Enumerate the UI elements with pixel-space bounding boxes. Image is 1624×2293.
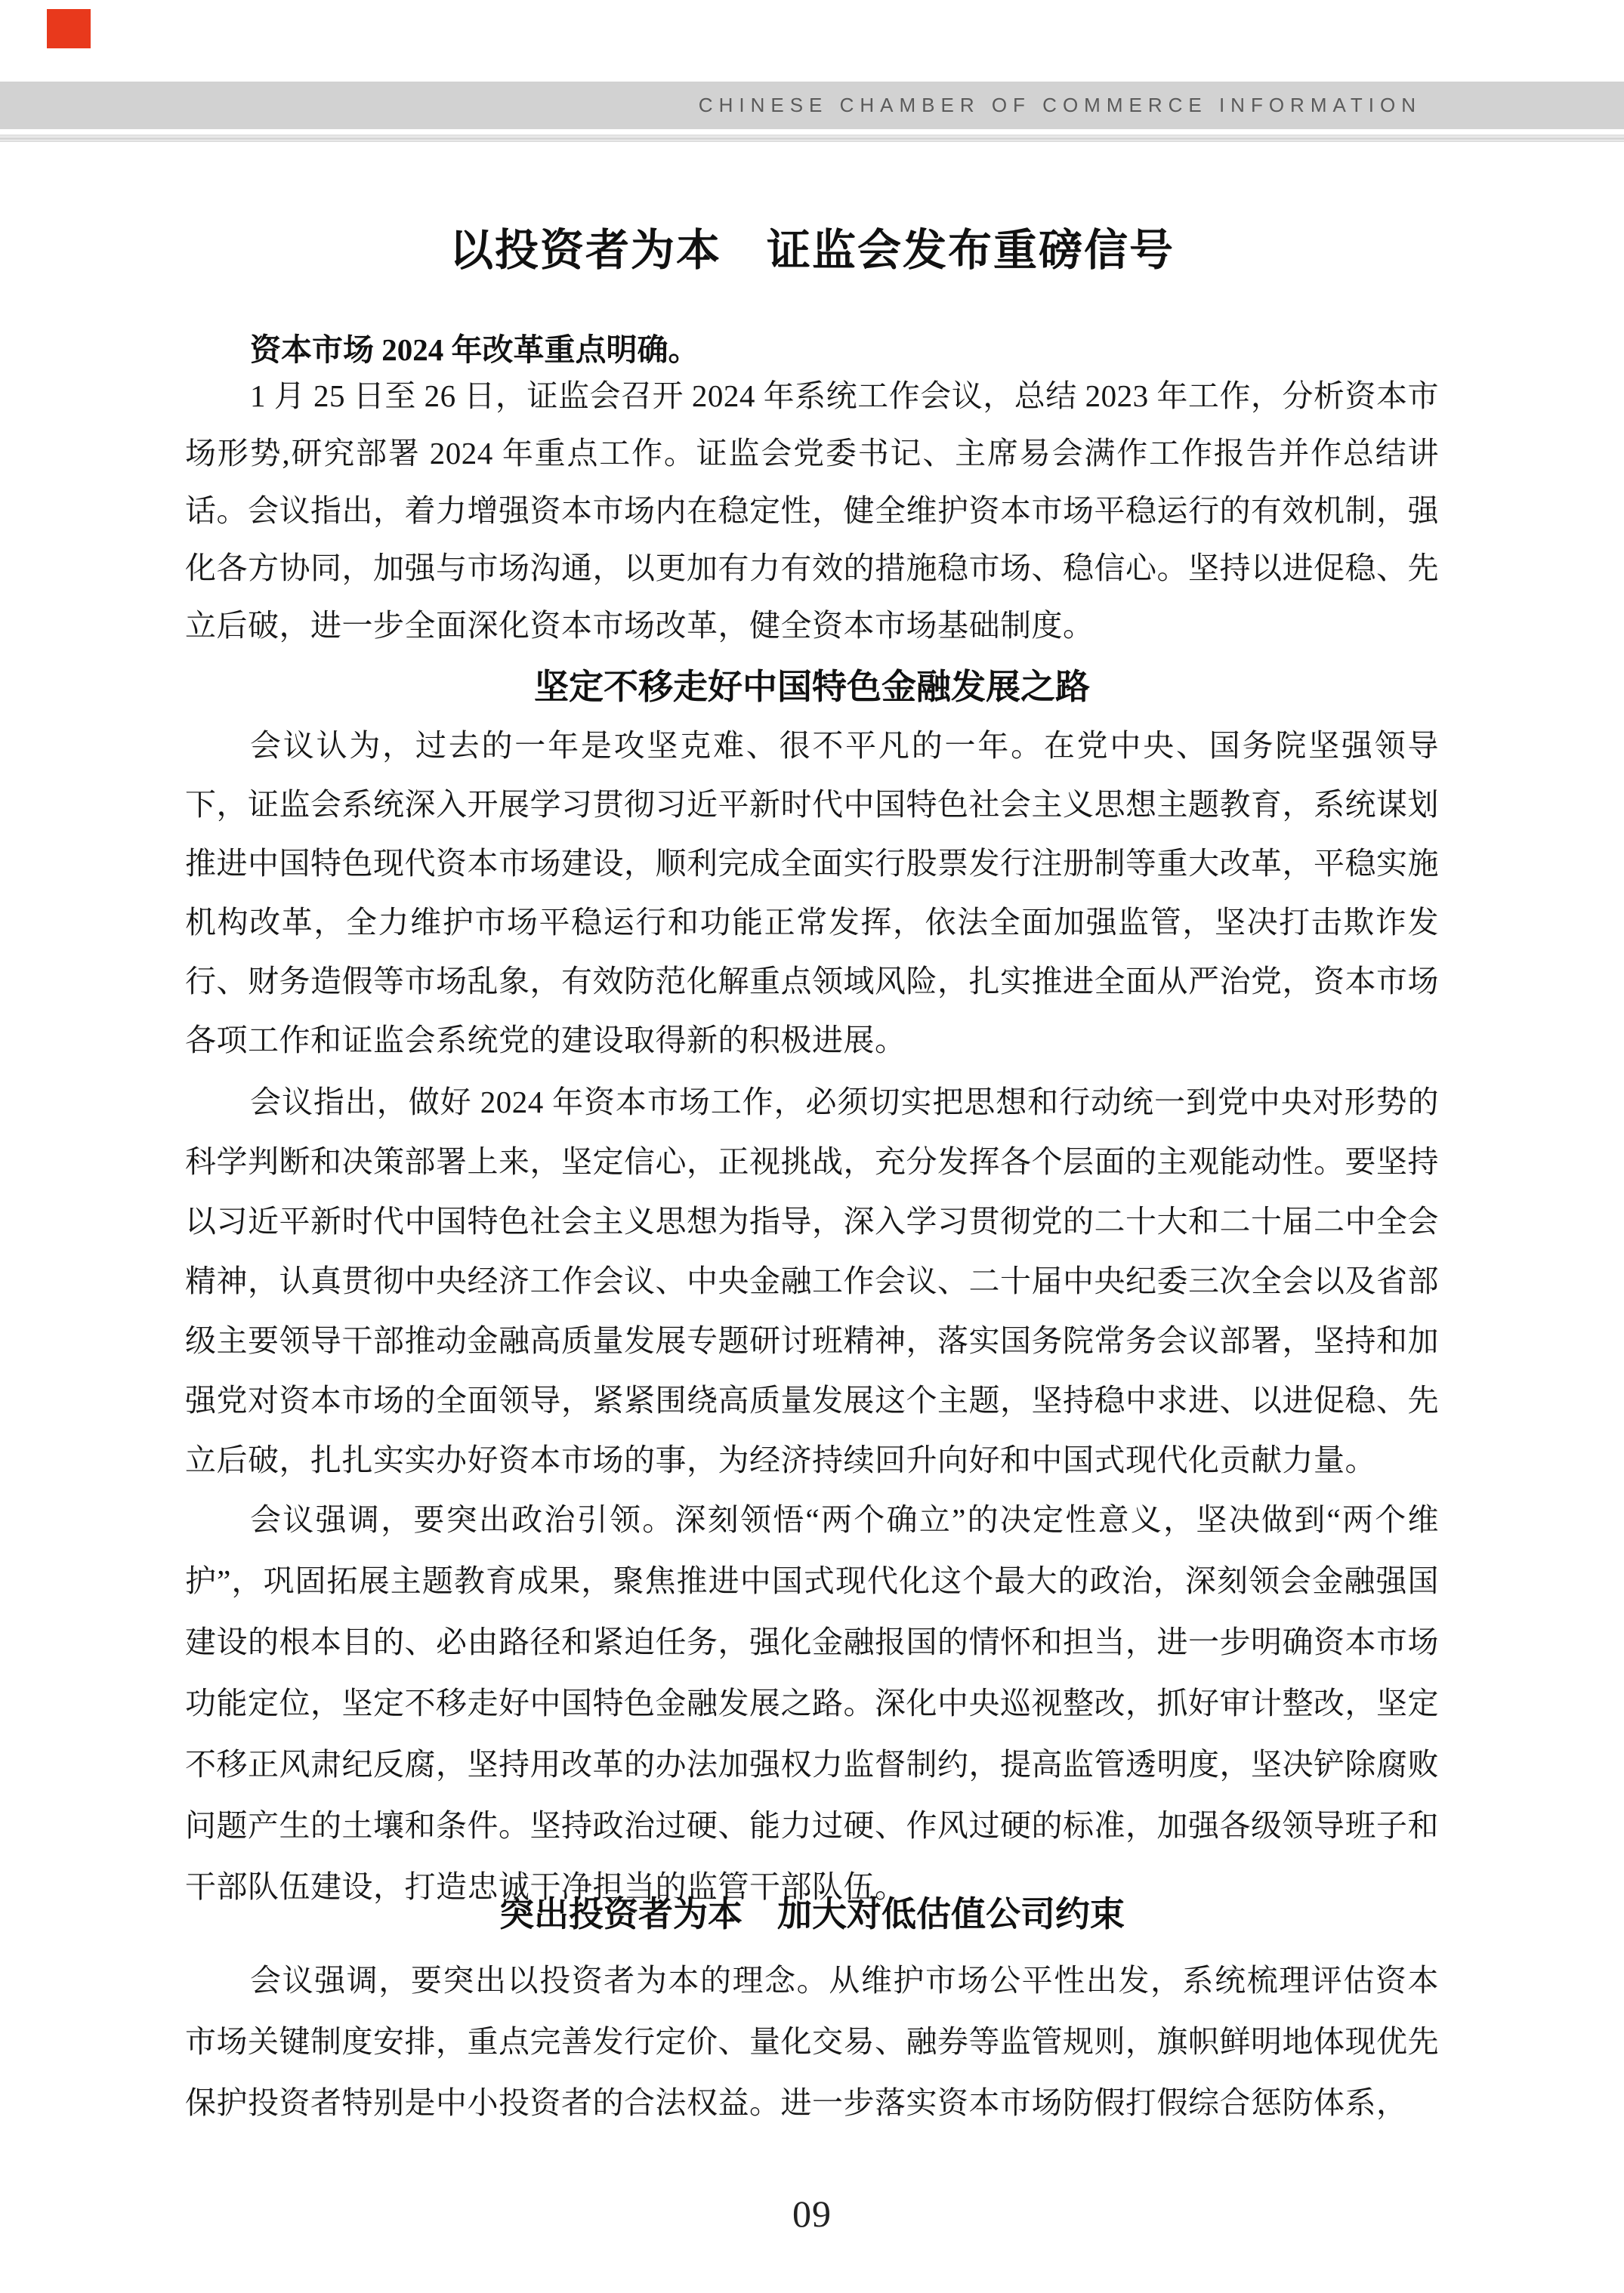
page-number: 09: [792, 2193, 832, 2235]
masthead-text: CHINESE CHAMBER OF COMMERCE INFORMATION: [698, 94, 1422, 116]
opening-paragraph: 1 月 25 日至 26 日，证监会召开 2024 年系统工作会议，总结 2023 年工作，分析资本市场形势,研究部署 2024 年重点工作。证监会党委书记、主席易会满作工作报告并作总结讲话。会议指出，着力增强资本市场内在稳定性，健全维护资本市场平稳运行的有效机制，强化各方协同，加强与市场沟通，以更加有力有效的措施稳市场、稳信心。坚持以进促稳、先立后破，进一步全面深化资本市场改革，健全资本市场基础制度。: [185, 378, 1439, 643]
lead-paragraph: 资本市场 2024 年改革重点明确。: [250, 332, 699, 367]
section2-heading: 突出投资者为本 加大对低估值公司约束: [499, 1894, 1125, 1933]
section1-heading: 坚定不移走好中国特色金融发展之路: [534, 667, 1090, 706]
section1-paragraph-1: 会议认为，过去的一年是攻坚克难、很不平凡的一年。在党中央、国务院坚强领导下，证监会系统深入开展学习贯彻习近平新时代中国特色社会主义思想主题教育，系统谋划推进中国特色现代资本市场建设，顺利完成全面实行股票发行注册制等重大改革，平稳实施机构改革，全力维护市场平稳运行和功能正常发挥，依法全面加强监管，坚决打击欺诈发行、财务造假等市场乱象，有效防范化解重点领域风险，扎实推进全面从严治党，资本市场各项工作和证监会系统党的建设取得新的积极进展。: [185, 728, 1439, 1057]
masthead-divider: [0, 134, 1624, 142]
section1-paragraph-2: 会议指出，做好 2024 年资本市场工作，必须切实把思想和行动统一到党中央对形势的科学判断和决策部署上来，坚定信心，正视挑战，充分发挥各个层面的主观能动性。要坚持以习近平新时代中国特色社会主义思想为指导，深入学习贯彻党的二十大和二十届二中全会精神，认真贯彻中央经济工作会议、中央金融工作会议、二十届中央纪委三次全会以及省部级主要领导干部推动金融高质量发展专题研讨班精神，落实国务院常务会议部署，坚持和加强党对资本市场的全面领导，紧紧围绕高质量发展这个主题，坚持稳中求进、以进促稳、先立后破，扎扎实实办好资本市场的事，为经济持续回升向好和中国式现代化贡献力量。: [185, 1085, 1439, 1477]
red-corner-mark: [47, 9, 91, 48]
section2-paragraph-1: 会议强调，要突出以投资者为本的理念。从维护市场公平性出发，系统梳理评估资本市场关键制度安排，重点完善发行定价、量化交易、融券等监管规则，旗帜鲜明地体现优先保护投资者特别是中小投资者的合法权益。进一步落实资本市场防假打假综合惩防体系，: [185, 1963, 1439, 2120]
masthead-band: [0, 82, 1624, 129]
article-title: 以投资者为本 证监会发布重磅信号: [449, 226, 1175, 275]
section1-paragraph-3: 会议强调，要突出政治引领。深刻领悟“两个确立”的决定性意义，坚决做到“两个维护”，巩固拓展主题教育成果，聚焦推进中国式现代化这个最大的政治，深刻领会金融强国建设的根本目的、必由路径和紧迫任务，强化金融报国的情怀和担当，进一步明确资本市场功能定位，坚定不移走好中国特色金融发展之路。深化中央巡视整改，抓好审计整改，坚定不移正风肃纪反腐，坚持用改革的办法加强权力监督制约，提高监管透明度，坚决铲除腐败问题产生的土壤和条件。坚持政治过硬、能力过硬、作风过硬的标准，加强各级领导班子和干部队伍建设，打造忠诚干净担当的监管干部队伍。: [185, 1502, 1439, 1904]
